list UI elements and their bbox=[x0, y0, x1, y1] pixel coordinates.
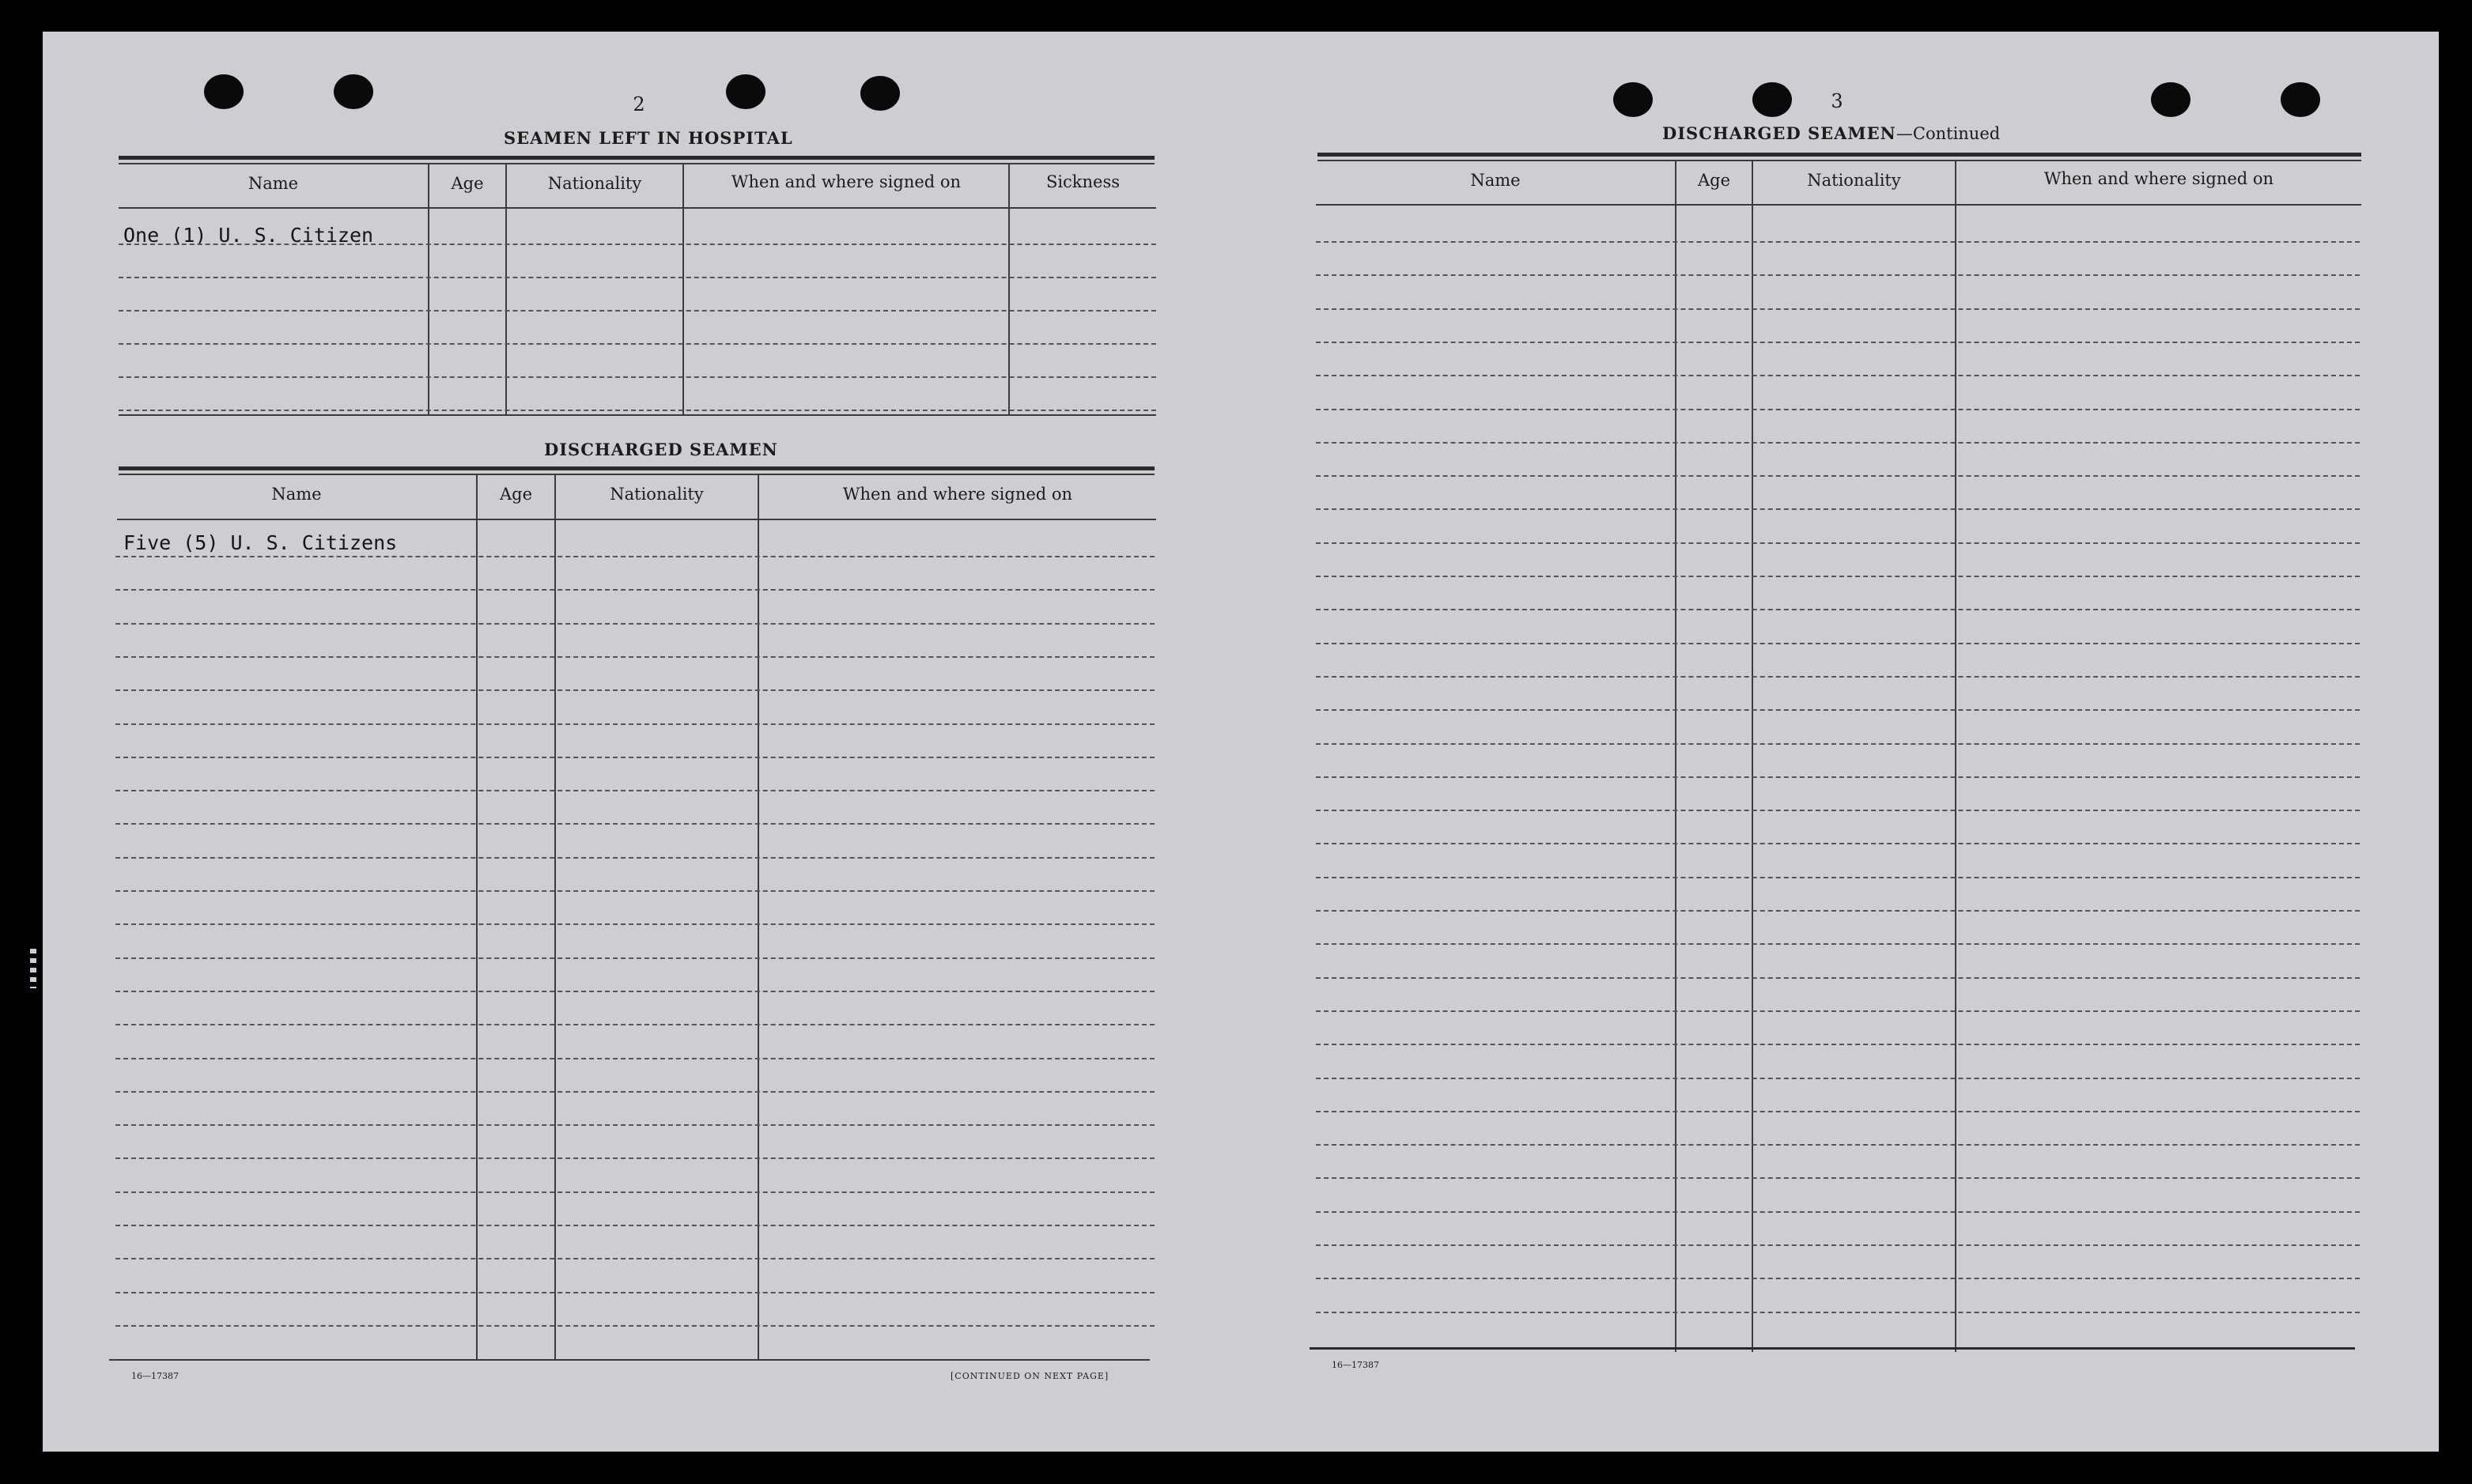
column-header-when-where: When and where signed on bbox=[2043, 169, 2274, 188]
column-header-nationality: Nationality bbox=[547, 174, 642, 193]
table-row-line bbox=[115, 1058, 1155, 1059]
table-row-line bbox=[1316, 576, 2360, 577]
punch-hole bbox=[2151, 82, 2190, 117]
punch-hole bbox=[860, 76, 900, 111]
table-row-line bbox=[115, 1124, 1155, 1126]
column-header-when-where: When and where signed on bbox=[731, 172, 962, 191]
table-row-line bbox=[1316, 1278, 2360, 1279]
table-row-line bbox=[115, 1157, 1155, 1159]
column-header-when-where: When and where signed on bbox=[842, 485, 1073, 504]
table-row-line bbox=[119, 310, 1156, 312]
table-row-line bbox=[1316, 409, 2360, 410]
table-row-line bbox=[1316, 542, 2360, 544]
column-header-nationality: Nationality bbox=[1807, 171, 1901, 190]
table-row-line bbox=[1316, 308, 2360, 310]
column-divider bbox=[1955, 161, 1956, 1352]
punch-hole bbox=[2281, 82, 2320, 117]
discharged-continued-title-text: DISCHARGED SEAMEN bbox=[1662, 123, 1896, 143]
table-row-line bbox=[115, 1258, 1155, 1259]
table-row-line bbox=[1316, 743, 2360, 745]
table-row-line bbox=[1316, 1078, 2360, 1079]
table-row-line bbox=[115, 556, 1155, 557]
table-row-line bbox=[1316, 709, 2360, 711]
column-header-name: Name bbox=[1470, 171, 1521, 190]
table-row-line bbox=[1316, 843, 2360, 844]
table-row-line bbox=[119, 410, 1156, 411]
discharged-entry-name: Five (5) U. S. Citizens bbox=[123, 531, 398, 554]
table-row-line bbox=[115, 757, 1155, 758]
form-number: 16—17387 bbox=[131, 1371, 179, 1381]
discharged-continued-title bbox=[1662, 123, 2000, 143]
table-row-line bbox=[1316, 1244, 2360, 1246]
table-row-line bbox=[115, 1024, 1155, 1025]
column-header-age: Age bbox=[499, 485, 533, 504]
table-row-line bbox=[1316, 977, 2360, 979]
column-divider bbox=[554, 475, 556, 1361]
table-row-line bbox=[1316, 508, 2360, 510]
page-number: 2 bbox=[633, 93, 645, 115]
table-row-line bbox=[1316, 643, 2360, 644]
table-row-line bbox=[119, 343, 1156, 345]
table-row-line bbox=[115, 1292, 1155, 1293]
table-row-line bbox=[119, 277, 1156, 278]
table-bottom-rule bbox=[119, 414, 1156, 416]
table-row-line bbox=[115, 957, 1155, 959]
table-row-line bbox=[1316, 342, 2360, 343]
table-row-line bbox=[115, 1091, 1155, 1093]
form-number: 16—17387 bbox=[1332, 1360, 1379, 1370]
table-row-line bbox=[115, 656, 1155, 658]
column-divider bbox=[476, 475, 478, 1361]
table-row-line bbox=[115, 723, 1155, 725]
table-row-line bbox=[115, 857, 1155, 859]
punch-hole bbox=[726, 74, 765, 109]
table-top-rule bbox=[1317, 153, 2361, 157]
table-row-line bbox=[1316, 1177, 2360, 1179]
table-row-line bbox=[1316, 676, 2360, 678]
column-header-sickness: Sickness bbox=[1045, 172, 1121, 191]
table-row-line bbox=[1316, 1111, 2360, 1112]
hospital-entry-name: One (1) U. S. Citizen bbox=[123, 224, 374, 247]
continued-suffix: —Continued bbox=[1896, 124, 2001, 143]
table-row-line bbox=[115, 790, 1155, 791]
table-row-line bbox=[115, 823, 1155, 825]
table-row-line bbox=[1316, 910, 2360, 912]
table-top-rule bbox=[119, 466, 1155, 470]
table-row-line bbox=[1316, 1044, 2360, 1045]
table-row-line bbox=[1316, 609, 2360, 610]
table-row-line bbox=[115, 923, 1155, 925]
table-row-line bbox=[1316, 776, 2360, 778]
table-row-line bbox=[1316, 442, 2360, 444]
column-divider bbox=[1675, 161, 1676, 1352]
table-row-line bbox=[115, 991, 1155, 992]
table-row-line bbox=[115, 623, 1155, 625]
table-row-line bbox=[1316, 1144, 2360, 1146]
discharged-section-title: DISCHARGED SEAMEN bbox=[544, 440, 778, 459]
table-row-line bbox=[1316, 810, 2360, 811]
table-bottom-rule bbox=[109, 1359, 1150, 1361]
column-header-name: Name bbox=[248, 174, 299, 193]
table-row-line bbox=[119, 244, 1156, 245]
table-top-rule bbox=[1317, 160, 2361, 161]
table-top-rule bbox=[119, 156, 1155, 160]
table-row-line bbox=[1316, 475, 2360, 477]
continued-note: [CONTINUED ON NEXT PAGE] bbox=[951, 1371, 1109, 1381]
header-bottom-rule bbox=[119, 207, 1156, 209]
table-row-line bbox=[1316, 943, 2360, 945]
table-row-line bbox=[1316, 241, 2360, 243]
table-row-line bbox=[115, 1225, 1155, 1226]
table-row-line bbox=[115, 1325, 1155, 1327]
page-number: 3 bbox=[1831, 90, 1843, 112]
column-header-nationality: Nationality bbox=[610, 485, 704, 504]
header-bottom-rule bbox=[117, 519, 1156, 520]
table-row-line bbox=[1316, 877, 2360, 878]
table-row-line bbox=[1316, 1010, 2360, 1012]
table-bottom-rule bbox=[1310, 1347, 2355, 1350]
table-row-line bbox=[1316, 1211, 2360, 1213]
table-row-line bbox=[115, 890, 1155, 892]
hospital-section-title: SEAMEN LEFT IN HOSPITAL bbox=[504, 128, 793, 148]
table-row-line bbox=[1316, 375, 2360, 376]
punch-hole bbox=[1613, 82, 1653, 117]
table-row-line bbox=[115, 589, 1155, 591]
column-divider bbox=[1752, 161, 1753, 1352]
column-header-name: Name bbox=[271, 485, 322, 504]
margin-marks bbox=[30, 949, 36, 988]
punch-hole bbox=[204, 74, 244, 109]
table-row-line bbox=[115, 1191, 1155, 1193]
header-bottom-rule bbox=[1316, 204, 2361, 206]
table-row-line bbox=[115, 689, 1155, 691]
punch-hole bbox=[334, 74, 373, 109]
column-header-age: Age bbox=[1697, 171, 1731, 190]
column-divider bbox=[758, 475, 759, 1361]
table-top-rule bbox=[119, 163, 1155, 164]
table-row-line bbox=[119, 376, 1156, 378]
punch-hole bbox=[1752, 82, 1792, 117]
table-top-rule bbox=[119, 474, 1155, 475]
column-header-age: Age bbox=[451, 174, 484, 193]
table-row-line bbox=[1316, 1312, 2360, 1313]
table-row-line bbox=[1316, 274, 2360, 276]
